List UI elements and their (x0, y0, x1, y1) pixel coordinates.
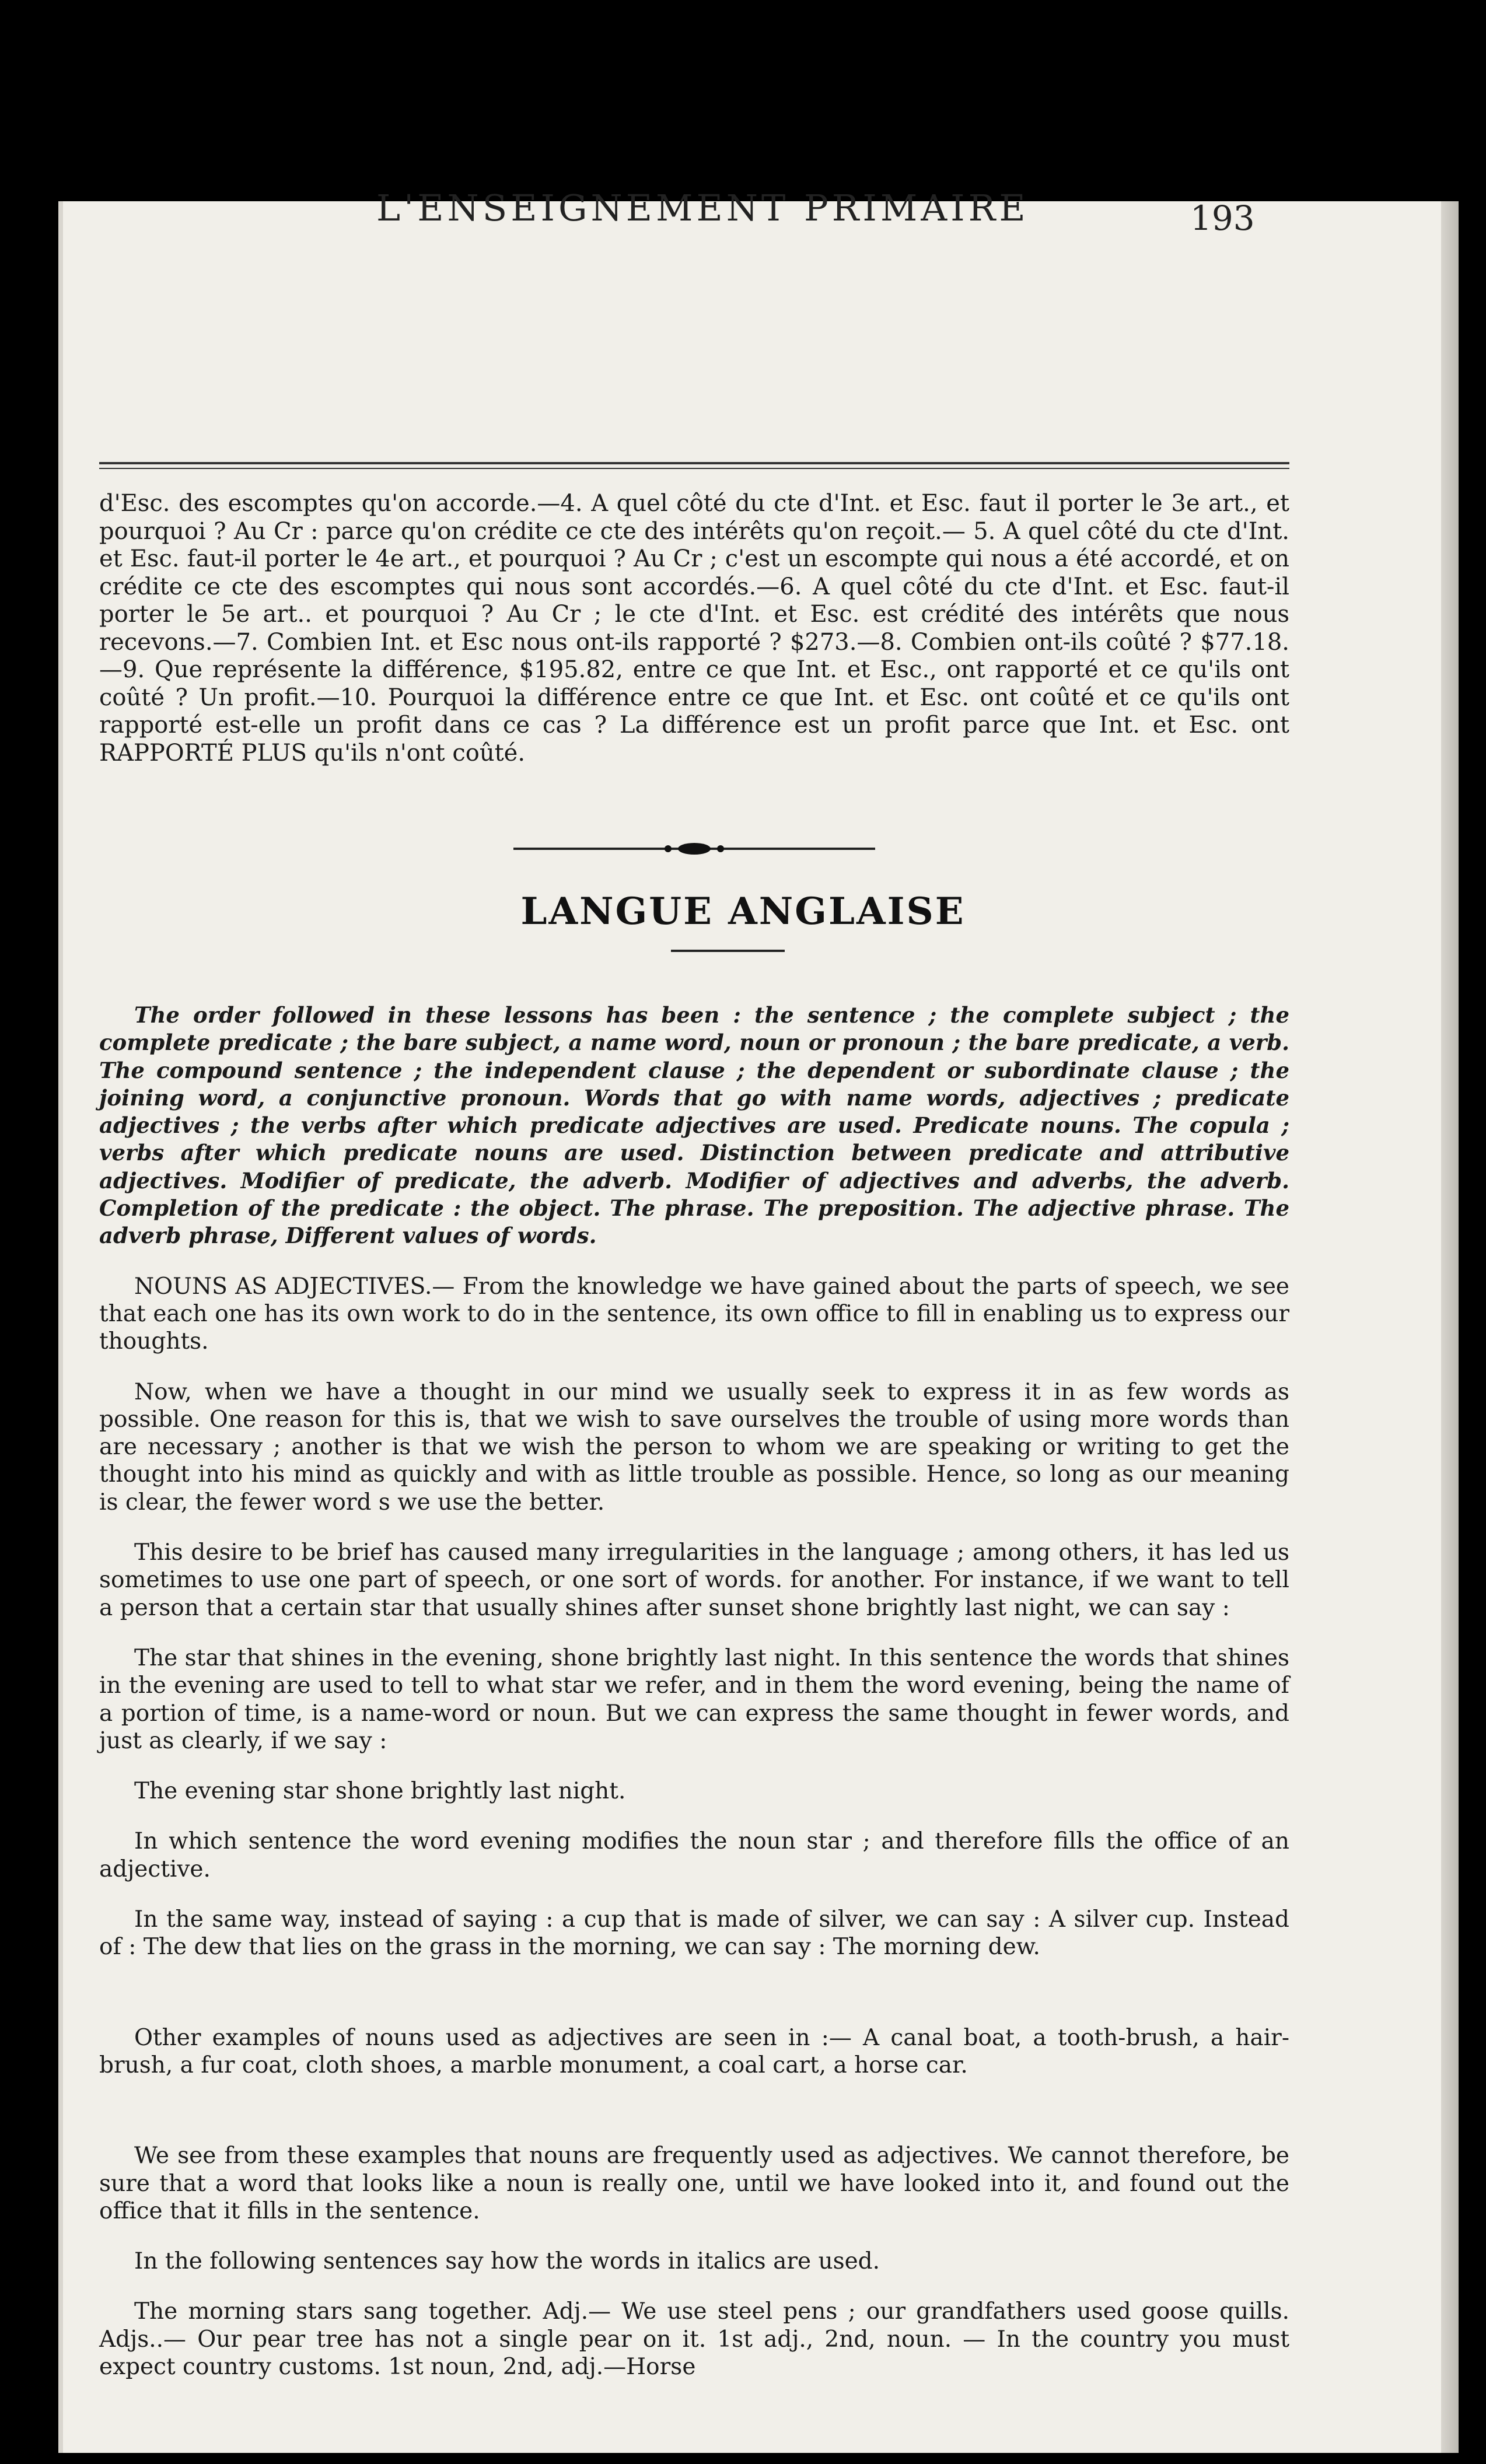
section-title: LANGUE ANGLAISE (520, 890, 966, 933)
lesson-body (99, 980, 1289, 2403)
page-gutter (1441, 201, 1459, 2453)
spacer (99, 1984, 1289, 2001)
paragraph-other-examples: Other examples of nouns used as adjectives are seen in :— A canal boat, a tooth-brush, a hair-brush, a fur coat, cloth shoes, a marble monument, a coal cart, a horse car. (99, 2024, 1289, 2078)
accounting-questions: d'Esc. des escomptes qu'on accorde.—4. A quel côté du cte d'Int. et Esc. faut il porter le 3e art., et pourquoi ? Au Cr : parce qu'on crédite ce cte des intérêts qu'on reçoit.— 5. A quel côté du cte d'Int. et Esc. faut-il porter le 4e art., et pourquoi ? Au Cr ; c'est un escompte qui nous a été accordé, et on crédite ce cte des escomptes qui nous sont accordés.—6. A quel côté du cte d'Int. et Esc. faut-il porter le 5e art.. et pourquoi ? Au Cr ; le cte d'Int. et Esc. est crédité des intérêts que nous recevons.—7. Combien Int. et Esc nous ont-ils rapporté ? $273.—8. Combien ont-ils coûté ? $77.18.—9. Que représente la différence, $195.82, entre ce que Int. et Esc., ont rapporté et ce qu'ils ont coûté ? Un profit.—10. Pourquoi la différence entre ce que Int. et Esc. ont coûté et ce qu'ils ont rapporté est-elle un profit dans ce cas ? La différence est un profit parce que Int. et Esc. ont RAPPORTÉ PLUS qu'ils n'ont coûté. (99, 490, 1289, 766)
header-rule (99, 462, 1289, 464)
top-paragraph (99, 490, 1289, 767)
paragraph-conclusion: We see from these examples that nouns are frequently used as adjectives. We cannot therefore, be sure that a word that looks like a noun is really one, until we have looked into it, and found out the office that it fills in the sentence. (99, 2143, 1289, 2224)
page-number: 193 (1190, 198, 1255, 238)
lesson-intro: The order followed in these lessons has been : the sentence ; the complete subject ; the complete predicate ; the bare subject, a name word, noun or pronoun ; the bare predicate, a verb. The compound sentence ; the independent clause ; the dependent or subordinate clause ; the joining word, a conjunctive pronoun. Words that go with name words, adjectives ; predicate adjectives ; the verbs after which predicate adjectives are used. Predicate nouns. The copula ; verbs after which predicate nouns are used. Distinction between predicate and attributive adjectives. Modifier of predicate, the adverb. Modifier of adjectives and adverbs, the adverb. Completion of the predicate : the object. The phrase. The preposition. The adjective phrase. The adverb phrase, Different values of words. (99, 1002, 1289, 1249)
running-title: L'ENSEIGNEMENT PRIMAIRE (376, 187, 1029, 229)
paragraph-few-words: Now, when we have a thought in our mind we usually seek to express it in as few words as possible. One reason for this is, that we wish to save ourselves the trouble of using more words than are necessary ; another is that we wish the person to whom we are speaking or writing to get the thought into his mind as quickly and with as little trouble as possible. Hence, so long as our meaning is clear, the fewer word s we use the better. (99, 1378, 1289, 1516)
paragraph-silver-cup: In the same way, instead of saying : a cup that is made of silver, we can say : A silver cup. Instead of : The dew that lies on the grass in the morning, we can say : The morning dew. (99, 1906, 1289, 1961)
paragraph-brevity: This desire to be brief has caused many irregularities in the language ; among others, it has led us sometimes to use one part of speech, or one sort of words. for another. For instance, if we want to tell a person that a certain star that usually shines after sunset shone brightly last night, we can say : (99, 1539, 1289, 1621)
paragraph-exercise: The morning stars sang together. Adj.— We use steel pens ; our grandfathers used goose quills. Adjs..— Our pear tree has not a single pear on it. 1st adj., 2nd, noun. — In the country you must expect country customs. 1st noun, 2nd, adj.—Horse (99, 2298, 1289, 2380)
paragraph-evening-star: The evening star shone brightly last night. (134, 1778, 626, 1805)
paragraph-star-example: The star that shines in the evening, shone brightly last night. In this sentence the words that shines in the evening are used to tell to what star we refer, and in them the word evening, being the name of a portion of time, is a name-word or noun. But we can express the same thought in fewer words, and just as clearly, if we say : (99, 1644, 1289, 1754)
spacer (99, 2102, 1289, 2119)
section-divider-ornament (513, 840, 875, 858)
paragraph-modifies-noun: In which sentence the word evening modifies the noun star ; and therefore fills the office of an adjective. (99, 1828, 1289, 1882)
paragraph-exercise-instruction: In the following sentences say how the words in italics are used. (134, 2248, 880, 2275)
section-title-underline (671, 950, 785, 952)
paragraph-nouns-as-adjectives: NOUNS AS ADJECTIVES.— From the knowledge we have gained about the parts of speech, we see that each one has its own work to do in the sentence, its own office to fill in enabling us to express our thoughts. (99, 1273, 1289, 1355)
header-rule-thin (99, 468, 1289, 469)
